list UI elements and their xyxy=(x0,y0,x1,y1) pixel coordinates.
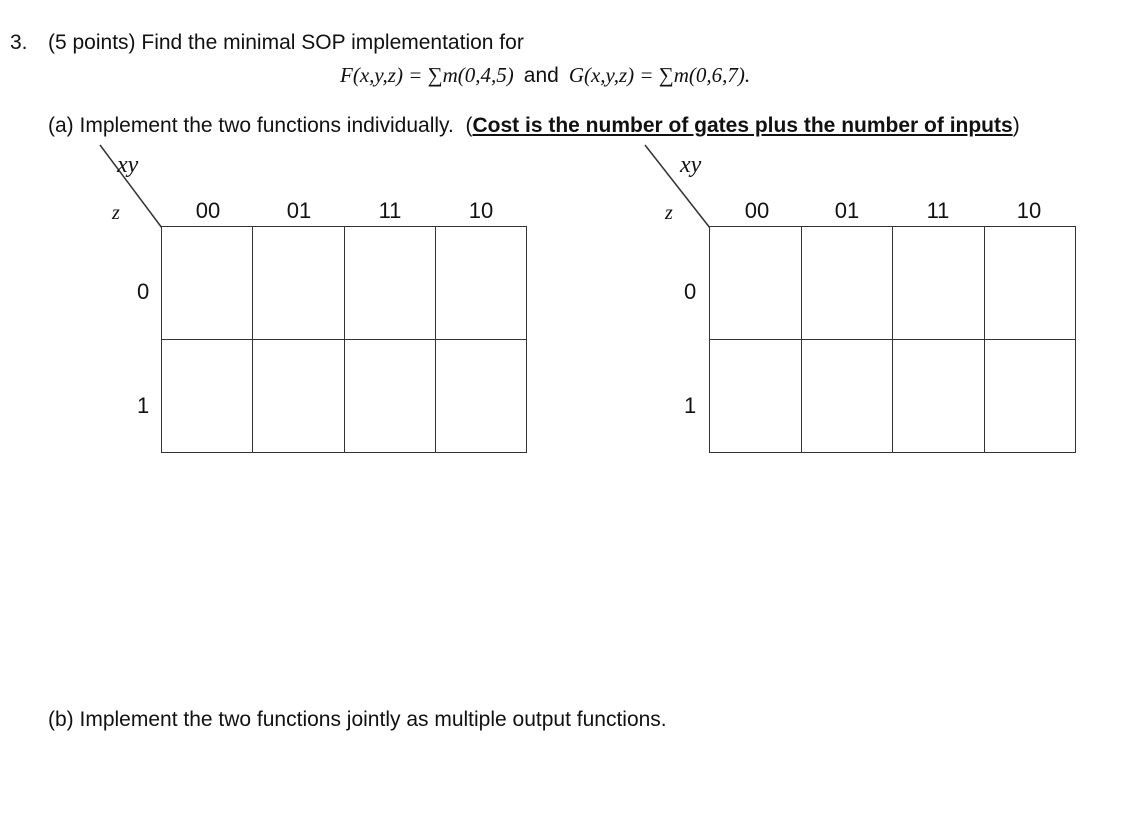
kmap-g-col-var: xy xyxy=(680,152,702,178)
kmap-f-col-11: 11 xyxy=(378,198,402,223)
kmap-f-row-1: 1 xyxy=(137,393,150,418)
kmap-g-col-00: 00 xyxy=(744,198,770,223)
kmap-g-row-1: 1 xyxy=(684,393,697,418)
kmap-g-cell[interactable] xyxy=(710,227,802,340)
kmap-f-row-0: 0 xyxy=(137,279,150,304)
kmap-f-col-10: 10 xyxy=(468,198,494,223)
question-number: 3. xyxy=(10,31,28,54)
part-a-cost-note: Cost is the number of gates plus the number of inputs xyxy=(472,114,1013,137)
kmap-f-row-var: z xyxy=(112,202,120,224)
kmap-g-col-11: 11 xyxy=(926,198,950,223)
kmap-g-cell[interactable] xyxy=(985,227,1077,340)
kmap-g-row-0: 0 xyxy=(684,279,697,304)
kmap-f-col-var: xy xyxy=(117,152,139,178)
kmap-g-col-01: 01 xyxy=(834,198,860,223)
kmap-g-cell[interactable] xyxy=(893,227,985,340)
part-a-note-open: ( xyxy=(465,114,473,137)
kmap-g-cell[interactable] xyxy=(985,340,1077,453)
formula-g: G(x,y,z) = ∑m(0,6,7). xyxy=(568,63,751,87)
formula-f: F(x,y,z) = ∑m(0,4,5) xyxy=(340,63,514,87)
part-b-text: (b) Implement the two functions jointly as multiple output functions. xyxy=(48,708,667,731)
kmap-g-col-10: 10 xyxy=(1016,198,1042,223)
part-a-note-close: ) xyxy=(1012,114,1020,137)
formula-connector: and xyxy=(523,64,559,87)
kmap-f-col-01: 01 xyxy=(286,198,312,223)
kmap-f-col-00: 00 xyxy=(195,198,221,223)
kmap-g-cell[interactable] xyxy=(802,227,894,340)
kmap-g-grid xyxy=(709,226,1076,453)
kmap-g-row-var: z xyxy=(665,202,673,224)
kmap-g-cell[interactable] xyxy=(710,340,802,453)
part-a-prompt: (a) Implement the two functions individually. xyxy=(48,114,454,137)
question-text: (5 points) Find the minimal SOP implementation for xyxy=(48,31,524,54)
kmap-g-cell[interactable] xyxy=(802,340,894,453)
kmap-g-cell[interactable] xyxy=(893,340,985,453)
